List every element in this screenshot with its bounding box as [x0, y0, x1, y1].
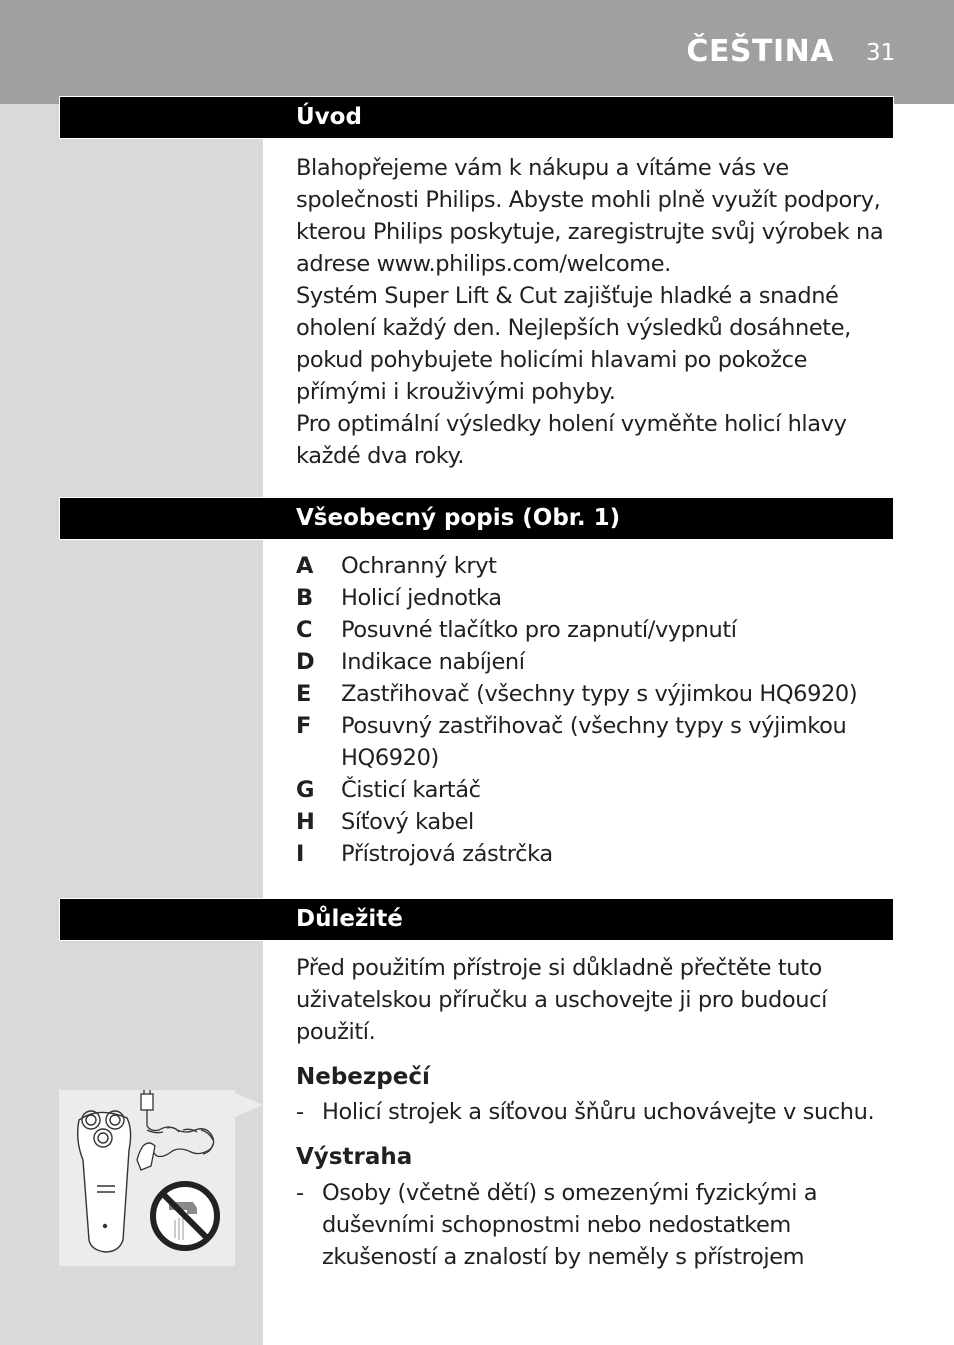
danger-heading: Nebezpečí	[296, 1064, 430, 1090]
part-letter: G	[296, 777, 315, 803]
part-letter: A	[296, 553, 314, 579]
list-item	[296, 550, 896, 582]
part-description: Posuvné tlačítko pro zapnutí/vypnutí	[341, 617, 737, 643]
shaver-icon	[78, 1111, 131, 1252]
part-description: Čisticí kartáč	[341, 777, 481, 803]
part-letter: H	[296, 809, 315, 835]
danger-item	[296, 1096, 916, 1128]
warning-text: Osoby (včetně dětí) s omezenými fyzickými a duševními schopnostmi nebo nedostatkem zkušeností a znalostí by neměly s přístrojem	[322, 1180, 818, 1270]
warning-heading: Výstraha	[296, 1144, 413, 1170]
illustration-pointer	[235, 1093, 263, 1117]
danger-text: Holicí strojek a síťovou šňůru uchovávejte v suchu.	[322, 1099, 875, 1125]
list-item	[296, 838, 896, 870]
list-item	[296, 710, 896, 774]
intro-paragraph: Pro optimální výsledky holení vyměňte holicí hlavy každé dva roky.	[296, 411, 847, 469]
dash-bullet: -	[296, 1099, 304, 1125]
language-title: ČEŠTINA	[686, 34, 834, 69]
part-description: Indikace nabíjení	[341, 649, 525, 675]
list-item	[296, 614, 896, 646]
list-item	[296, 646, 896, 678]
intro-paragraph: Systém Super Lift & Cut zajišťuje hladké a snadné oholení každý den. Nejlepších výsledků dosáhnete, pokud pohybujete holicími hlavami po pokožce přímými i krouživými pohyby.	[296, 283, 851, 405]
intro-paragraph: Blahopřejeme vám k nákupu a vítáme vás ve společnosti Philips. Abyste mohli plně využít podpory, kterou Philips poskytuje, zaregistrujte svůj výrobek na adrese www.philips.com/welcome.	[296, 155, 884, 277]
intro-text	[296, 152, 896, 472]
section-header-important	[59, 898, 894, 941]
power-cord-icon	[137, 1090, 214, 1170]
dash-bullet: -	[296, 1180, 304, 1206]
illustration-svg	[59, 1090, 235, 1266]
part-letter: F	[296, 713, 311, 739]
safety-illustration	[59, 1090, 235, 1266]
list-item	[296, 806, 896, 838]
list-item	[296, 774, 896, 806]
no-water-icon	[153, 1184, 217, 1248]
list-item	[296, 582, 896, 614]
section-title-description: Všeobecný popis (Obr. 1)	[296, 505, 621, 531]
part-letter: I	[296, 841, 304, 867]
part-letter: B	[296, 585, 313, 611]
warning-item	[296, 1177, 836, 1273]
part-description: Zastřihovač (všechny typy s výjimkou HQ6920)	[341, 681, 858, 707]
part-letter: E	[296, 681, 311, 707]
page-number: 31	[866, 40, 896, 66]
part-description: Posuvný zastřihovač (všechny typy s výjimkou HQ6920)	[341, 713, 847, 771]
section-title-important: Důležité	[296, 906, 403, 932]
part-description: Ochranný kryt	[341, 553, 497, 579]
section-header-description	[59, 497, 894, 540]
section-header-intro	[59, 96, 894, 139]
part-description: Holicí jednotka	[341, 585, 502, 611]
list-item	[296, 678, 896, 710]
important-intro-text: Před použitím přístroje si důkladně přečtěte tuto uživatelskou příručku a uschovejte ji pro budoucí použití.	[296, 955, 827, 1045]
section-title-intro: Úvod	[296, 104, 362, 130]
part-letter: D	[296, 649, 315, 675]
parts-list	[296, 550, 896, 870]
part-description: Přístrojová zástrčka	[341, 841, 553, 867]
important-intro	[296, 952, 876, 1048]
part-description: Síťový kabel	[341, 809, 474, 835]
part-letter: C	[296, 617, 313, 643]
